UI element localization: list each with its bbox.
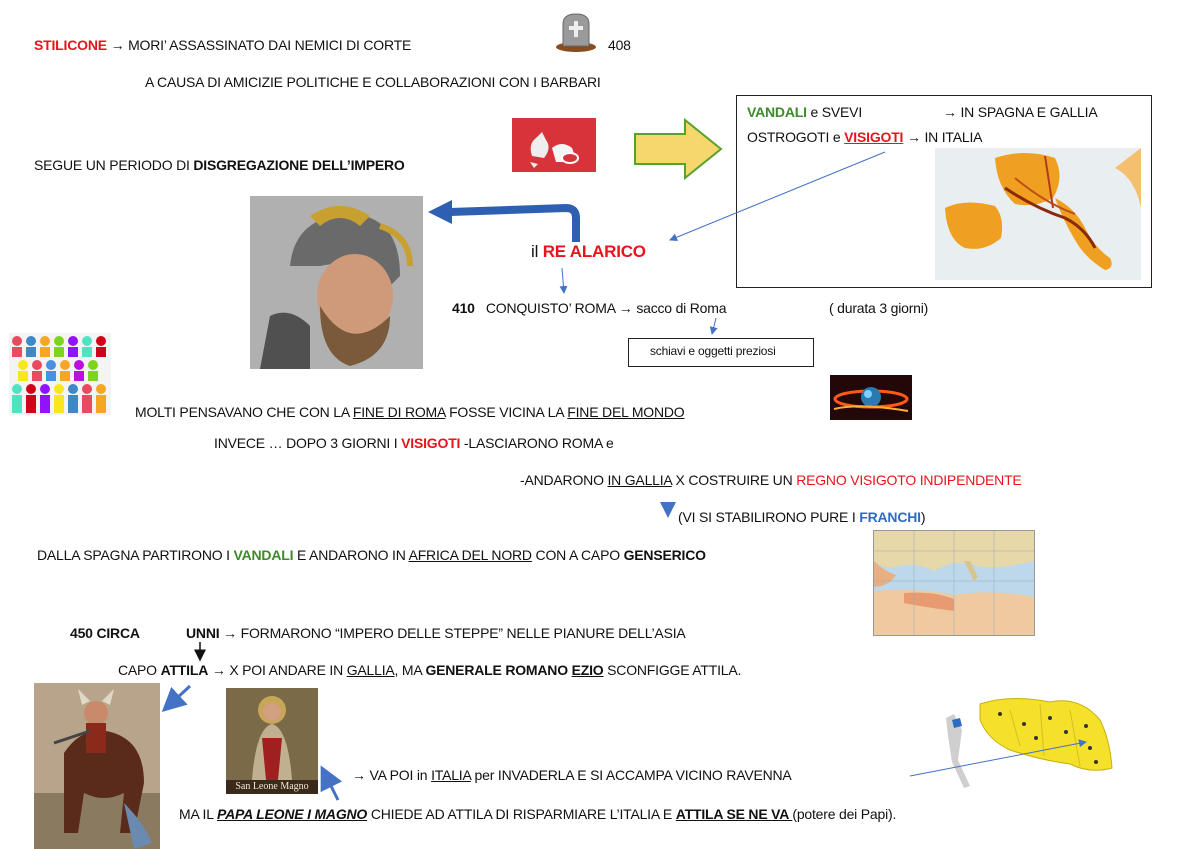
stilicone-name: STILICONE bbox=[34, 37, 107, 53]
san-leone-caption: San Leone Magno bbox=[226, 780, 318, 794]
sacco-label: sacco di Roma bbox=[636, 300, 727, 316]
ravenna-line bbox=[352, 767, 792, 783]
vandali-name: VANDALI bbox=[233, 547, 294, 563]
barbari-row-2-dest: → IN ITALIA bbox=[906, 129, 983, 145]
barbari-row-1-dest: → IN SPAGNA E GALLIA bbox=[943, 104, 1098, 120]
disgregazione-bold: DISGREGAZIONE DELL’IMPERO bbox=[193, 157, 405, 173]
bottino-text: schiavi e oggetti preziosi bbox=[650, 344, 776, 358]
ravenna-c: per INVADERLA E SI ACCAMPA VICINO RAVENNA bbox=[470, 767, 792, 783]
papa-line bbox=[179, 806, 896, 822]
vandali-e: CON A CAPO bbox=[531, 547, 624, 563]
papa-leone: PAPA LEONE I MAGNO bbox=[216, 806, 368, 822]
attila-i: SCONFIGGE ATTILA. bbox=[603, 662, 742, 678]
crowd-icon bbox=[9, 333, 111, 415]
attila-se-ne-va: ATTILA SE NE VA bbox=[675, 806, 793, 822]
tombstone-icon bbox=[555, 12, 597, 52]
barbari-box bbox=[736, 95, 1152, 288]
arrow-icon: → bbox=[211, 662, 226, 678]
italia-underlined: ITALIA bbox=[431, 767, 471, 783]
unni-name: UNNI bbox=[186, 625, 220, 641]
fine-mondo-line bbox=[135, 404, 685, 420]
generale-romano: GENERALE ROMANO bbox=[425, 662, 568, 678]
papa-to-image-arrow bbox=[322, 768, 338, 800]
emilia-romagna-map bbox=[940, 690, 1130, 790]
visigoti-label-2: VISIGOTI bbox=[401, 435, 461, 451]
fine-del-mondo: FINE DEL MONDO bbox=[567, 404, 685, 420]
alarico-portrait bbox=[250, 196, 423, 369]
gallia-underlined: GALLIA bbox=[346, 662, 395, 678]
arrow-icon: → bbox=[618, 300, 633, 316]
arrow-icon: → bbox=[223, 625, 237, 641]
africa-del-nord: AFRICA DEL NORD bbox=[408, 547, 532, 563]
arrow-icon: → bbox=[110, 37, 125, 53]
attila-line bbox=[118, 662, 741, 678]
sacco-durata: ( durata 3 giorni) bbox=[829, 300, 929, 316]
unni-year: 450 CIRCA bbox=[70, 625, 140, 641]
europe-invasions-map bbox=[935, 148, 1141, 280]
fine-mondo-a: MOLTI PENSAVANO CHE CON LA bbox=[135, 404, 353, 420]
gallia-a: -ANDARONO bbox=[520, 472, 608, 488]
invece-a: INVECE … DOPO 3 GIORNI I bbox=[214, 435, 402, 451]
vandali-label: VANDALI bbox=[747, 104, 807, 120]
attila-c: X POI ANDARE IN bbox=[225, 662, 347, 678]
sacco-text: CONQUISTO’ ROMA bbox=[485, 300, 616, 316]
ostrogoti-label: OSTROGOTI e bbox=[747, 129, 845, 145]
visigoti-label: VISIGOTI bbox=[844, 129, 904, 145]
sacco-line bbox=[452, 300, 726, 316]
invece-line bbox=[214, 435, 614, 451]
invece-c: -LASCIARONO ROMA e bbox=[460, 435, 614, 451]
vandali-a: DALLA SPAGNA PARTIRONO I bbox=[37, 547, 234, 563]
exploding-planet-icon bbox=[830, 375, 912, 420]
barbari-row-2 bbox=[747, 129, 982, 145]
curved-blue-arrow bbox=[450, 208, 576, 242]
barbari-row-1 bbox=[747, 104, 862, 120]
gallia-line bbox=[520, 472, 1022, 488]
fine-di-roma: FINE DI ROMA bbox=[352, 404, 446, 420]
attila-a: CAPO bbox=[118, 662, 161, 678]
mediterranean-map bbox=[873, 530, 1035, 636]
disgregazione-prefix: SEGUE UN PERIODO DI bbox=[34, 157, 194, 173]
franchi-a: (VI SI STABILIRONO PURE I bbox=[678, 509, 860, 525]
papa-c: CHIEDE AD ATTILA DI RISPARMIARE L’ITALIA E bbox=[367, 806, 676, 822]
franchi-c: ) bbox=[920, 509, 926, 525]
vandali-line bbox=[37, 547, 706, 563]
ravenna-a: VA POI in bbox=[365, 767, 432, 783]
attila-painting bbox=[34, 683, 160, 849]
yellow-right-arrow-icon bbox=[633, 118, 723, 180]
broken-vase-icon bbox=[512, 118, 596, 172]
alarico-name: RE ALARICO bbox=[542, 242, 646, 261]
san-leone-painting bbox=[226, 688, 318, 794]
stilicone-text: MORI’ ASSASSINATO DAI NEMICI DI CORTE bbox=[128, 37, 412, 53]
genserico-name: GENSERICO bbox=[623, 547, 706, 563]
alarico-line bbox=[531, 242, 646, 262]
attila-e: , MA bbox=[394, 662, 426, 678]
attila-name: ATTILA bbox=[160, 662, 209, 678]
stilicone-line bbox=[34, 37, 411, 53]
fine-mondo-c: FOSSE VICINA LA bbox=[445, 404, 568, 420]
svevi-label: e SVEVI bbox=[806, 104, 863, 120]
alarico-to-410-arrow bbox=[562, 268, 564, 293]
arrow-icon: → bbox=[352, 767, 366, 783]
ezio-name: EZIO bbox=[571, 662, 604, 678]
disgregazione-line bbox=[34, 157, 405, 173]
unni-line bbox=[186, 625, 686, 641]
unni-text: FORMARONO “IMPERO DELLE STEPPE” NELLE PIANURE DELL’ASIA bbox=[240, 625, 686, 641]
franchi-line bbox=[678, 509, 925, 525]
regno-visigoto: REGNO VISIGOTO INDIPENDENTE bbox=[796, 472, 1022, 488]
papa-a: MA IL bbox=[179, 806, 217, 822]
stilicone-year: 408 bbox=[608, 37, 631, 53]
alarico-prefix: il bbox=[531, 242, 543, 261]
bottino-box bbox=[628, 338, 814, 367]
gallia-c: X COSTRUIRE UN bbox=[671, 472, 797, 488]
potere-dei-papi: (potere dei Papi). bbox=[792, 806, 897, 822]
stilicone-cause: A CAUSA DI AMICIZIE POLITICHE E COLLABORAZIONI CON I BARBARI bbox=[145, 74, 601, 90]
attila-to-image-arrow bbox=[164, 686, 190, 710]
vandali-c: E ANDARONO IN bbox=[293, 547, 409, 563]
sacco-to-bottino-arrow bbox=[712, 318, 716, 334]
sacco-year: 410 bbox=[452, 300, 475, 316]
franchi-name: FRANCHI bbox=[859, 509, 921, 525]
in-gallia: IN GALLIA bbox=[607, 472, 672, 488]
